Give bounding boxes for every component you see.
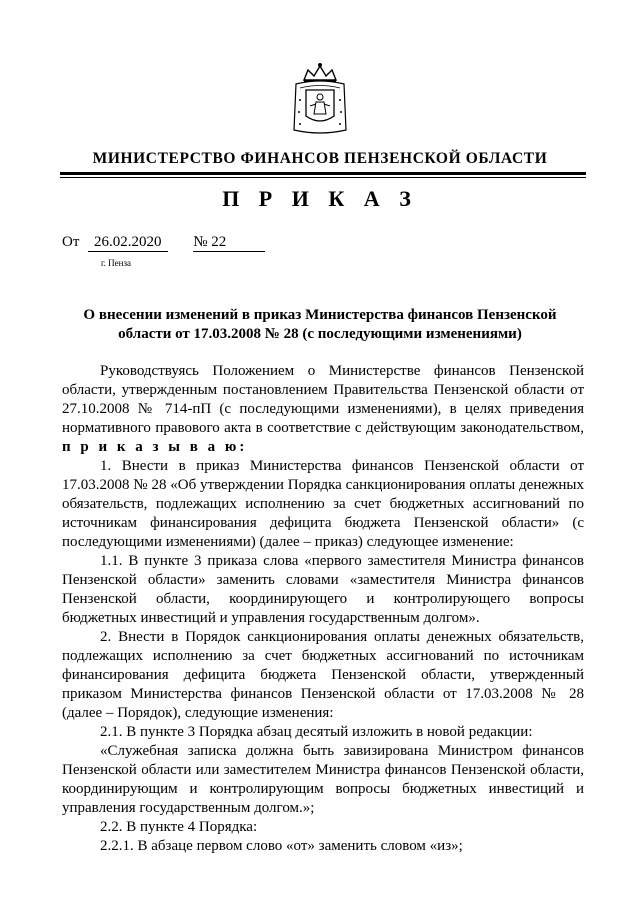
- header-rule-thick: [60, 172, 586, 175]
- order-details: [62, 234, 265, 252]
- document-title: П Р И К А З: [222, 186, 418, 211]
- paragraph-2: 2. Внести в Порядок санкционирования оплаты денежных обязательств, подлежащих исполнению за счет бюджетных ассигнований по источникам финансирования дефицита бюджета Пензенской области, утвержденный приказом Министерства финансов Пензенской области от 17.03.2008 № 28 (далее – Порядок), следующие изменения:: [62, 629, 584, 721]
- paragraph-2-2: 2.2. В пункте 4 Порядка:: [100, 819, 258, 835]
- header-rule-thin: [60, 177, 586, 178]
- order-directive: п р и к а з ы в а ю:: [62, 439, 248, 455]
- order-heading: О внесении изменений в приказ Министерства финансов Пензенской области от 17.03.2008 № 28 (с последующими изменениями): [83, 307, 557, 342]
- paragraph-preamble: [62, 362, 584, 457]
- order-body: [62, 362, 584, 856]
- paragraph-2-1-quote: «Служебная записка должна быть завизирована Министром финансов Пензенской области или заместителем Министра финансов Пензенской области, координирующим и контролирующим вопросы бюджетных инвестиций и управления государственным долгом.»;: [62, 743, 584, 816]
- paragraph-1: 1. Внести в приказ Министерства финансов Пензенской области от 17.03.2008 № 28 «Об утверждении Порядка санкционирования оплаты денежных обязательств, подлежащих исполнению за счет бюджетных ассигнований по источникам финансирования дефицита бюджета Пензенской области» (с последующими изменениями) (далее – приказ) следующее изменение:: [62, 458, 584, 550]
- paragraph-1-1: 1.1. В пункте 3 приказа слова «первого заместителя Министра финансов Пензенской области» заменить словами «заместителя Министра финансов Пензенской области, координирующего и контролирующего вопросы бюджетных инвестиций и управления государственным долгом».: [62, 553, 584, 626]
- paragraph-2-2-1: 2.2.1. В абзаце первом слово «от» заменить словом «из»;: [100, 838, 463, 854]
- order-number: № 22: [193, 234, 265, 252]
- paragraph-2-1: 2.1. В пункте 3 Порядка абзац десятый изложить в новой редакции:: [100, 724, 533, 740]
- ministry-name: МИНИСТЕРСТВО ФИНАНСОВ ПЕНЗЕНСКОЙ ОБЛАСТИ: [92, 150, 548, 167]
- coat-of-arms-icon: [290, 60, 350, 136]
- preamble-text: Руководствуясь Положением о Министерстве финансов Пензенской области, утвержденным постановлением Правительства Пензенской области от 27.10.2008 № 714-пП (с последующими изменениями), в целях приведения нормативного правового акта в соответствие с действующим законодательством,: [62, 363, 584, 436]
- city-label: г. Пенза: [101, 258, 132, 268]
- order-date: 26.02.2020: [88, 234, 168, 252]
- from-label: От: [62, 234, 80, 250]
